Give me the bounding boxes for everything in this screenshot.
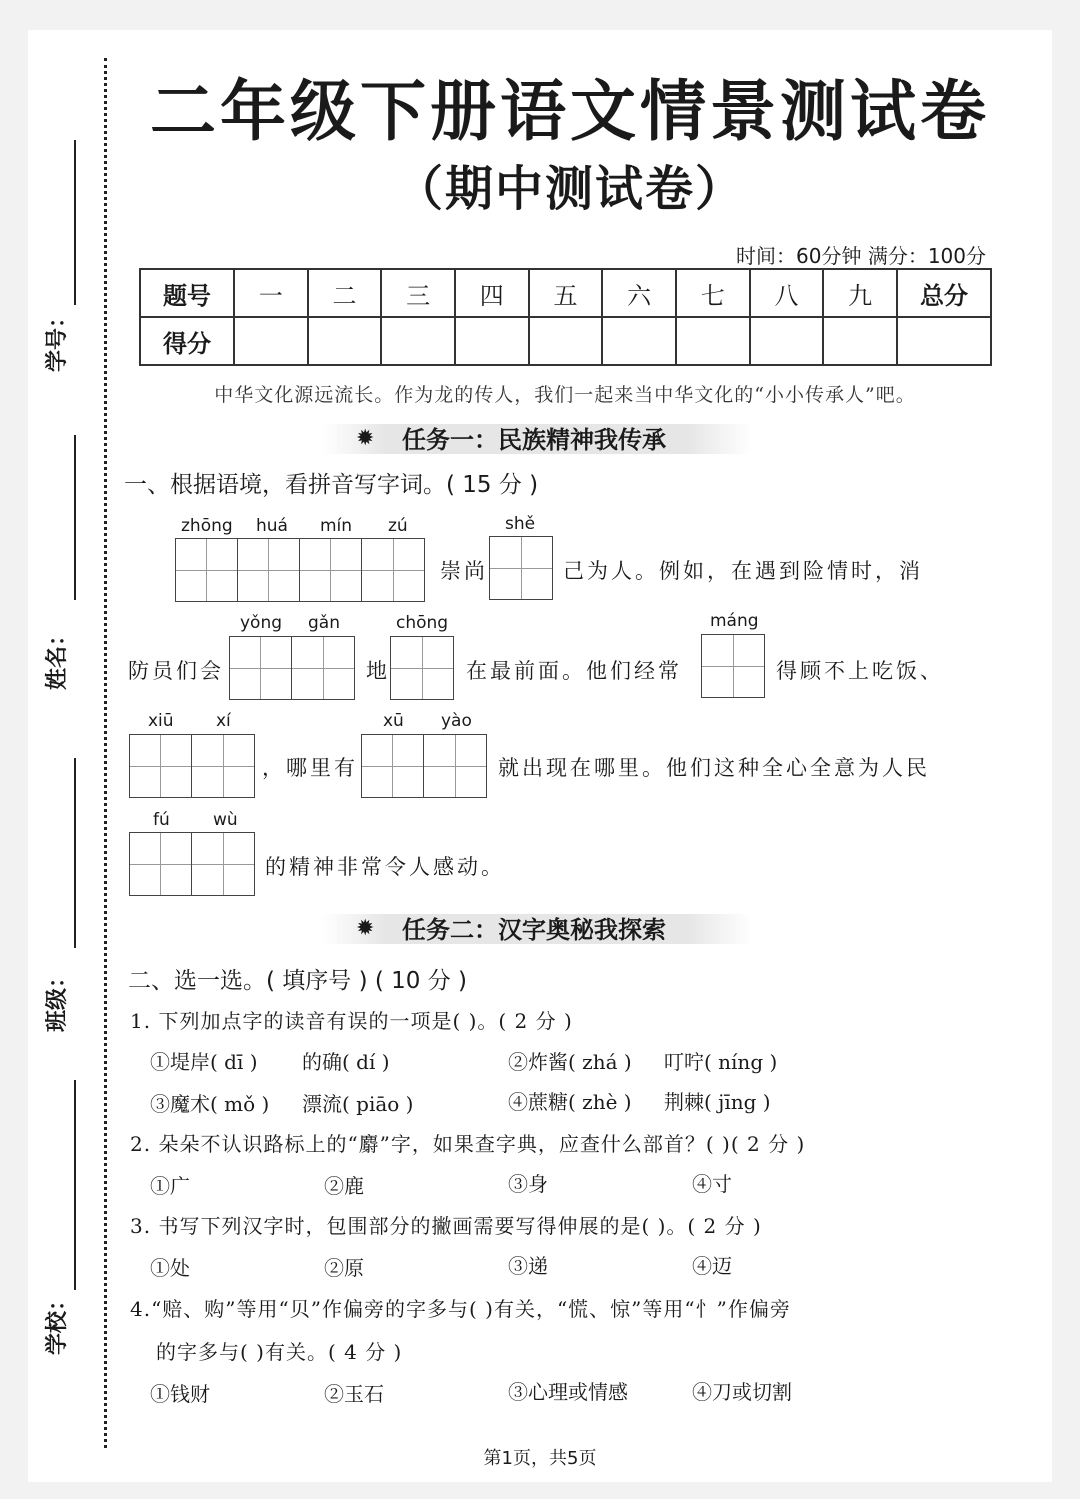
section-title: 一、根据语境，看拼音写字词。( 15 分 ) bbox=[124, 472, 539, 498]
question-4-continued: 的字多与( )有关。( 4 分 ) bbox=[156, 1340, 403, 1364]
score-cell: 八 bbox=[750, 269, 824, 317]
pinyin: yǒng bbox=[240, 613, 283, 633]
pinyin: wù bbox=[213, 810, 238, 830]
option: ②鹿 bbox=[324, 1174, 364, 1198]
writing-cell[interactable] bbox=[292, 637, 354, 699]
score-cell: 二 bbox=[308, 269, 382, 317]
score-cell: 总分 bbox=[897, 269, 991, 317]
score-cell: 一 bbox=[234, 269, 308, 317]
pinyin: huá bbox=[256, 516, 288, 536]
option: ④迈 bbox=[692, 1254, 732, 1278]
section-title: 二、选一选。( 填序号 ) ( 10 分 ) bbox=[128, 968, 468, 994]
writing-cell[interactable] bbox=[192, 735, 254, 797]
page-title: 二年级下册语文情景测试卷 bbox=[150, 73, 990, 150]
page-subtitle: （期中测试卷） bbox=[394, 161, 745, 217]
pinyin: xiū bbox=[148, 711, 174, 731]
writing-grid[interactable] bbox=[701, 634, 765, 698]
option: 漂流( piāo ) bbox=[302, 1092, 414, 1116]
score-cell: 七 bbox=[676, 269, 750, 317]
school-label: 学校： bbox=[45, 1288, 70, 1355]
option: ①钱财 bbox=[150, 1382, 210, 1406]
task-title: 任务一：民族精神我传承 bbox=[402, 426, 666, 454]
passage-text: 崇尚 bbox=[440, 559, 488, 583]
writing-cell[interactable] bbox=[238, 539, 300, 601]
option: ③身 bbox=[508, 1172, 548, 1196]
question-3: 3. 书写下列汉字时，包围部分的撇画需要写得伸展的是( )。( 2 分 ) bbox=[130, 1214, 762, 1238]
score-blank[interactable] bbox=[602, 317, 676, 365]
option: ①处 bbox=[150, 1256, 190, 1280]
score-cell: 四 bbox=[455, 269, 529, 317]
name-blank bbox=[74, 435, 76, 600]
pinyin: mín bbox=[320, 516, 353, 536]
score-cell: 五 bbox=[529, 269, 603, 317]
writing-cell[interactable] bbox=[230, 637, 292, 699]
option: ③魔术( mǒ ) bbox=[150, 1092, 270, 1116]
pinyin: xí bbox=[216, 711, 231, 731]
pinyin: shě bbox=[505, 514, 536, 534]
score-blank[interactable] bbox=[455, 317, 529, 365]
writing-cell[interactable] bbox=[424, 735, 486, 797]
name-label: 姓名： bbox=[45, 623, 70, 690]
writing-cell[interactable] bbox=[192, 833, 254, 895]
task-title: 任务二：汉字奥秘我探索 bbox=[402, 916, 666, 944]
passage-text: 的精神非常令人感动。 bbox=[265, 855, 505, 879]
writing-grid[interactable] bbox=[361, 734, 487, 798]
pinyin: fú bbox=[153, 810, 170, 830]
pinyin: zhōng bbox=[181, 516, 233, 536]
option: ②炸酱( zhá ) bbox=[508, 1050, 632, 1074]
student-id-blank bbox=[74, 140, 76, 305]
pinyin: yào bbox=[441, 711, 472, 731]
pinyin: máng bbox=[710, 611, 759, 631]
page-footer: 第1页，共5页 bbox=[483, 1448, 597, 1469]
score-table-header-row bbox=[140, 269, 991, 317]
option: 的确( dí ) bbox=[302, 1050, 390, 1074]
option: 叮咛( níng ) bbox=[664, 1050, 778, 1074]
option: ③心理或情感 bbox=[508, 1380, 628, 1404]
writing-cell[interactable] bbox=[300, 539, 362, 601]
option: ②玉石 bbox=[324, 1382, 384, 1406]
score-row-label: 得分 bbox=[140, 317, 234, 365]
school-blank bbox=[74, 1080, 76, 1290]
writing-cell[interactable] bbox=[176, 539, 238, 601]
question-1: 1. 下列加点字的读音有误的一项是( )。( 2 分 ) bbox=[130, 1009, 573, 1033]
question-2: 2. 朵朵不认识路标上的“麝”字，如果查字典，应查什么部首？( )( 2 分 ) bbox=[130, 1132, 806, 1156]
score-table bbox=[139, 268, 992, 366]
class-label: 班级： bbox=[45, 965, 70, 1032]
score-cell: 九 bbox=[823, 269, 897, 317]
option: ②原 bbox=[324, 1256, 364, 1280]
passage-text: 地 bbox=[366, 659, 390, 683]
writing-grid[interactable] bbox=[129, 832, 255, 896]
writing-cell[interactable] bbox=[362, 539, 424, 601]
writing-cell[interactable] bbox=[702, 635, 764, 697]
writing-grid[interactable] bbox=[129, 734, 255, 798]
writing-grid[interactable] bbox=[390, 636, 454, 700]
pinyin: chōng bbox=[396, 613, 449, 633]
writing-grid[interactable] bbox=[489, 536, 553, 600]
passage-text: ，哪里有 bbox=[262, 756, 358, 780]
class-blank bbox=[74, 758, 76, 948]
option: ③递 bbox=[508, 1254, 548, 1278]
writing-cell[interactable] bbox=[362, 735, 424, 797]
writing-grid[interactable] bbox=[229, 636, 355, 700]
score-cell: 六 bbox=[602, 269, 676, 317]
intro-text: 中华文化源远流长。作为龙的传人，我们一起来当中华文化的“小小传承人”吧。 bbox=[214, 384, 916, 406]
pinyin: zú bbox=[388, 516, 408, 536]
passage-text: 就出现在哪里。他们这种全心全意为人民 bbox=[498, 756, 930, 780]
writing-cell[interactable] bbox=[130, 833, 192, 895]
student-id-label: 学号： bbox=[45, 305, 70, 372]
option: ④蔗糖( zhè ) bbox=[508, 1090, 632, 1114]
option: 荆棘( jīng ) bbox=[664, 1090, 771, 1114]
score-blank[interactable] bbox=[529, 317, 603, 365]
passage-text: 己为人。例如，在遇到险情时，消 bbox=[563, 559, 923, 583]
score-blank[interactable] bbox=[234, 317, 308, 365]
option: ④寸 bbox=[692, 1172, 732, 1196]
score-cell: 三 bbox=[381, 269, 455, 317]
option: ①广 bbox=[150, 1174, 190, 1198]
score-table-score-row bbox=[140, 317, 991, 365]
task-banner bbox=[322, 914, 752, 944]
score-blank[interactable] bbox=[381, 317, 455, 365]
score-blank[interactable] bbox=[823, 317, 897, 365]
score-blank[interactable] bbox=[897, 317, 991, 365]
binding-dashed-line bbox=[104, 58, 107, 1448]
passage-text: 防员们会 bbox=[128, 659, 224, 683]
option: ④刀或切割 bbox=[692, 1380, 792, 1404]
passage-text: 在最前面。他们经常 bbox=[466, 659, 682, 683]
task-banner bbox=[322, 424, 752, 454]
writing-cell[interactable] bbox=[130, 735, 192, 797]
writing-cell[interactable] bbox=[490, 537, 552, 599]
question-4: 4.“赔、购”等用“贝”作偏旁的字多与( )有关，“慌、惊”等用“忄”作偏旁 bbox=[130, 1297, 791, 1321]
writing-cell[interactable] bbox=[391, 637, 453, 699]
score-cell: 题号 bbox=[140, 269, 234, 317]
star-icon: ✹ bbox=[356, 426, 375, 451]
pinyin: gǎn bbox=[308, 613, 340, 633]
score-blank[interactable] bbox=[750, 317, 824, 365]
pinyin: xū bbox=[383, 711, 404, 731]
option: ①堤岸( dī ) bbox=[150, 1050, 258, 1074]
score-blank[interactable] bbox=[308, 317, 382, 365]
passage-text: 得顾不上吃饭、 bbox=[776, 659, 944, 683]
writing-grid[interactable] bbox=[175, 538, 425, 602]
star-icon: ✹ bbox=[356, 916, 375, 941]
score-blank[interactable] bbox=[676, 317, 750, 365]
exam-meta: 时间：60分钟 满分：100分 bbox=[736, 244, 986, 268]
